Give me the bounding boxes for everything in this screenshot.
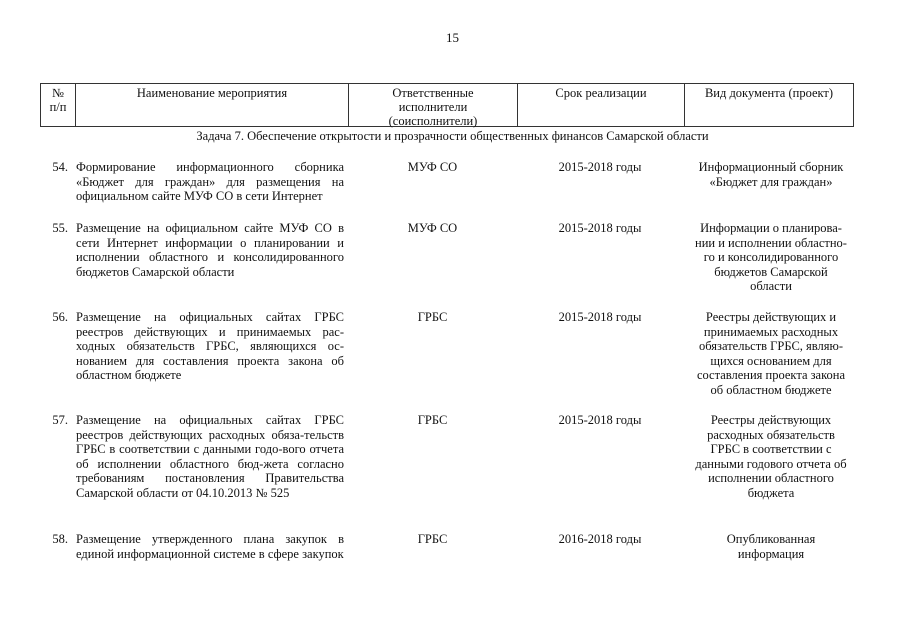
row-activity: Размещение на официальных сайтах ГРБС реестров действующих расходных обяза-тельств ГРБС в соответствии с данными годо-вого отчета об исполнении областного бюд-жета согласно требованиям постановления Правительства Самарской области от 04.10.2013 № 525 [76, 413, 344, 500]
page-number: 15 [446, 30, 459, 45]
row-document: Информационный сборник «Бюджет для граждан» [698, 160, 844, 189]
header-term: Срок реализации [555, 86, 647, 100]
row-term: 2015-2018 годы [558, 413, 642, 427]
row-responsible: ГРБС [417, 413, 448, 427]
row-document: Информации о планирова- нии и исполнении областно- го и консолидированного бюджетов Самарской области [695, 221, 847, 294]
row-activity: Размещение утвержденного плана закупок в единой информационной системе в сфере закупок [76, 532, 344, 561]
row-number: 56. [52, 310, 68, 324]
row-document: Реестры действующих расходных обязательств ГРБС в соответствии с данными годового отчета об исполнении областного бюджета [695, 413, 847, 500]
row-number: 57. [52, 413, 68, 427]
row-responsible: ГРБС [417, 310, 448, 324]
row-document: Опубликованная информация [726, 532, 816, 561]
row-number: 55. [52, 221, 68, 235]
row-responsible: МУФ СО [407, 160, 458, 174]
row-term: 2015-2018 годы [558, 160, 642, 174]
header-name: Наименование мероприятия [136, 86, 288, 100]
row-responsible: ГРБС [417, 532, 448, 546]
row-number: 58. [52, 532, 68, 546]
row-number: 54. [52, 160, 68, 174]
row-responsible: МУФ СО [407, 221, 458, 235]
row-term: 2015-2018 годы [558, 221, 642, 235]
row-document: Реестры действующих и принимаемых расходных обязательств ГРБС, являю- щихся основанием для составления проекта закона об областном бюджете [696, 310, 846, 397]
row-term: 2015-2018 годы [558, 310, 642, 324]
header-doc-type: Вид документа (проект) [704, 86, 834, 100]
header-responsible: Ответственные исполнители (соисполнители) [388, 86, 478, 128]
row-activity: Размещение на официальном сайте МУФ СО в сети Интернет информации о планировании и исполнении областного и консолидированного бюджетов Самарской области [76, 221, 344, 279]
table-header [40, 83, 854, 127]
row-activity: Размещение на официальных сайтах ГРБС реестров действующих и принимаемых рас-ходных обязательств ГРБС, являющихся ос-нованием для составления проекта закона об областном бюджете [76, 310, 344, 383]
row-activity: Формирование информационного сборника «Бюджет для граждан» для размещения на официальном сайте МУФ СО в сети Интернет [76, 160, 344, 204]
header-num: № п/п [49, 86, 67, 114]
task-title: Задача 7. Обеспечение открытости и прозрачности общественных финансов Самарской области [196, 129, 709, 143]
row-term: 2016-2018 годы [558, 532, 642, 546]
